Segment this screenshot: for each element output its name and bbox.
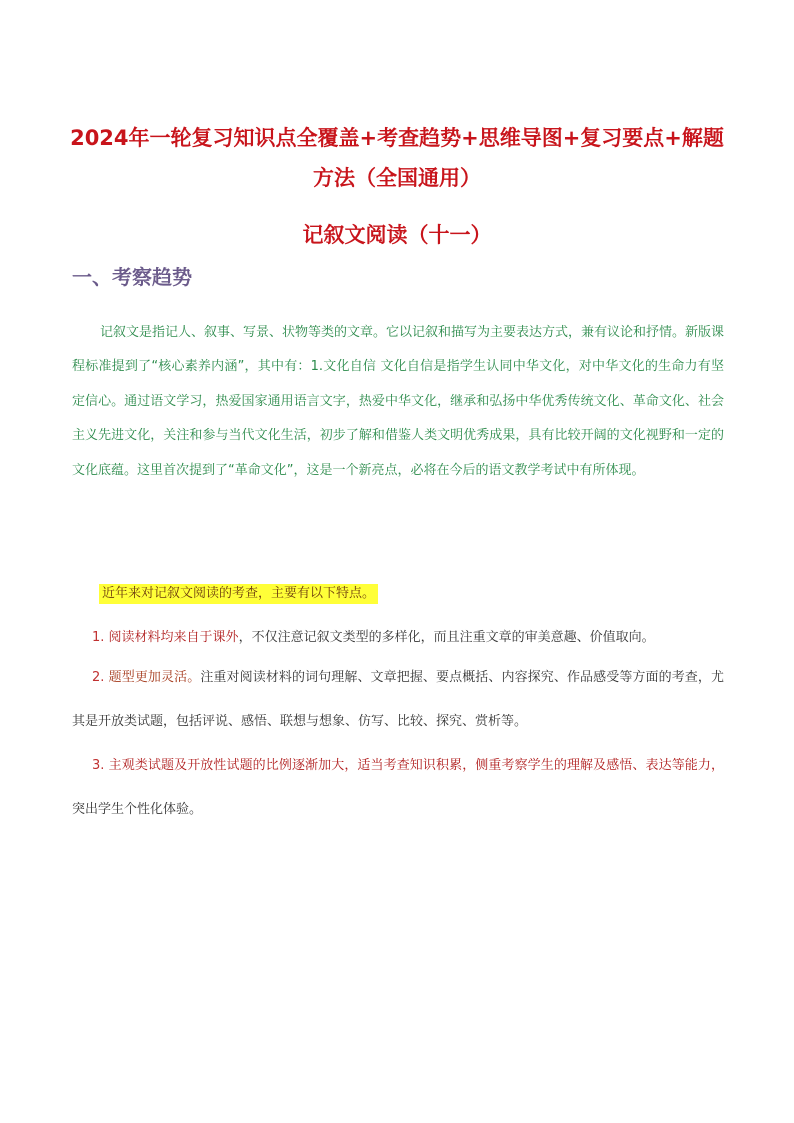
list-item-text: ，不仅注意记叙文类型的多样化，而且注重文章的审美意趣、价值取向。 (238, 630, 655, 645)
highlighted-summary: 近年来对记叙文阅读的考查，主要有以下特点。 (99, 584, 378, 604)
intro-paragraph: 记叙文是指记人、叙事、写景、状物等类的文章。它以记叙和描写为主要表达方式，兼有议论和抒情。新版课程标准提到了“核心素养内涵”，其中有：1.文化自信 文化自信是指学生认同中华文化，对中华文化的生命力有坚定信心。通过语文学习，热爱国家通用语言文字，热爱中华文化，继承和弘扬中华优秀传统文化、革命文化、社会主义先进文化，关注和参与当代文化生活，初步了解和借鉴人类文明优秀成果，具有比较开阔的文化视野和一定的文化底蕴。这里首次提到了“革命文化”，这是一个新亮点，必将在今后的语文教学考试中有所体现。 (72, 325, 725, 478)
list-item-number: 2. (92, 670, 105, 685)
document-subtitle: 记叙文阅读（十一） (302, 223, 492, 247)
section-heading: 一、考察趋势 (72, 265, 192, 289)
list-item-3 (72, 744, 724, 832)
list-item-number: 1. (92, 630, 105, 645)
list-item-text: 注重对阅读材料的词句理解、文章把握、要点概括、内容探究、作品感受等方面的考查，尤其是开放类试题，包括评说、感悟、联想与想象、仿写、比较、探究、赏析等。 (72, 670, 724, 729)
list-item-lead: 题型更加灵活。 (108, 670, 201, 685)
document-title: 2024年一轮复习知识点全覆盖+考查趋势+思维导图+复习要点+解题方法（全国通用） (70, 126, 724, 190)
list-item-number: 3. (92, 758, 105, 773)
list-item-1 (72, 616, 724, 660)
list-item-lead: 阅读材料均来自于课外 (108, 630, 239, 645)
list-item-lead: 主观类试题及开放性试题的比例逐渐加大，适当考查知识积累，侧重考察学生的理解及感悟、表达等能力， (108, 758, 724, 773)
list-item-text: 突出学生个性化体验。 (72, 802, 203, 817)
list-item-2 (72, 656, 724, 744)
